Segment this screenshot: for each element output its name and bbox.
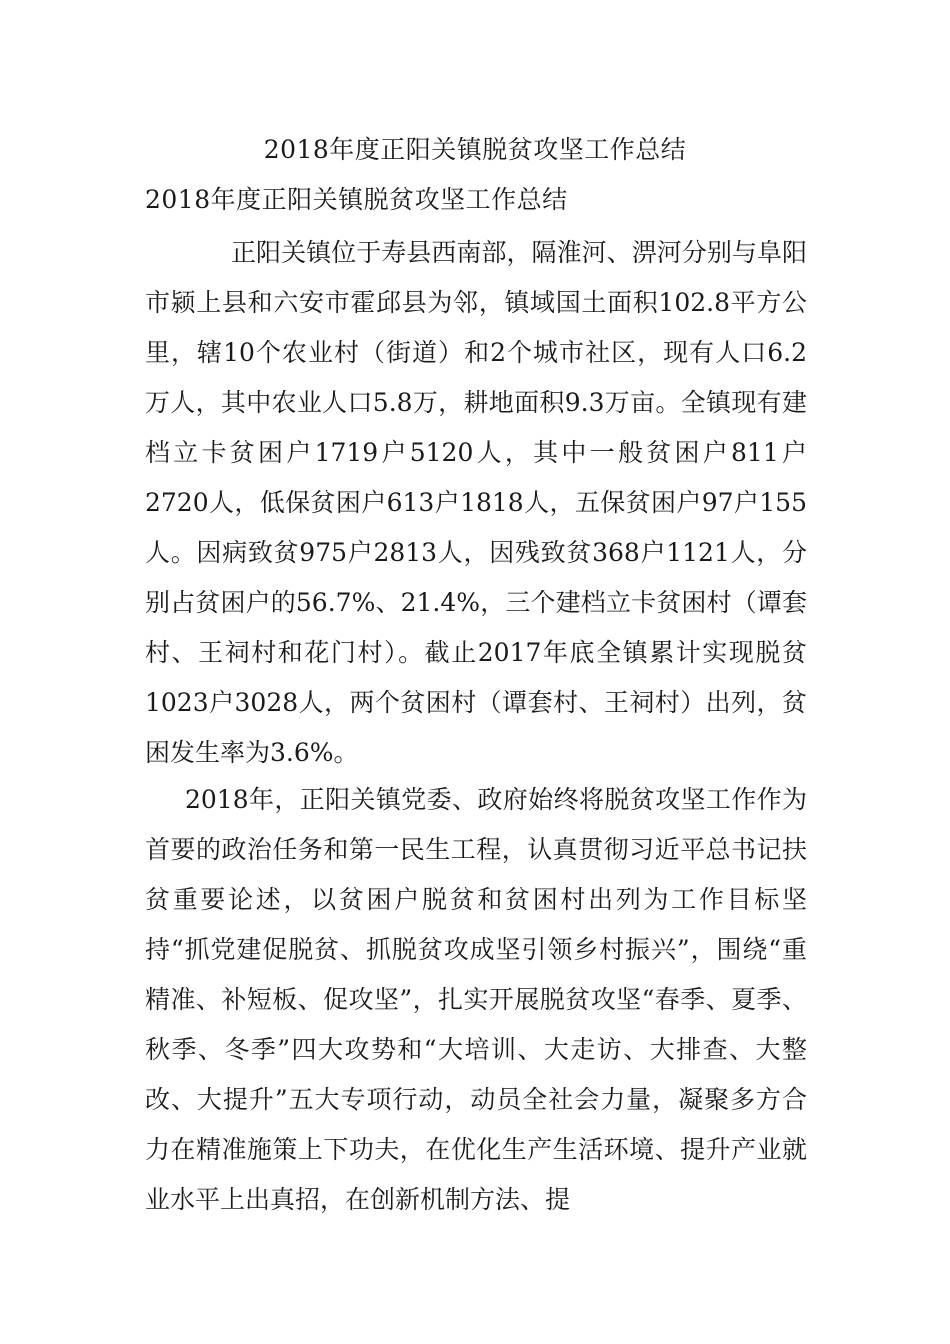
document-subtitle: 2018年度正阳关镇脱贫攻坚工作总结 (145, 185, 568, 214)
body-paragraph-intro: 正阳关镇位于寿县西南部，隔淮河、淠河分别与阜阳市颍上县和六安市霍邱县为邻，镇域国土面积102.8平方公里，辖10个农业村（街道）和2个城市社区，现有人口6.2万人，其中农业人口5.8万，耕地面积9.3万亩。全镇现有建档立卡贫困户1719户5120人，其中一般贫困户811户2720人，低保贫困户613户1818人，五保贫困户97户155人。因病致贫975户2813人，因残致贫368户1121人，分别占贫困户的56.7%、21.4%，三个建档立卡贫困村（谭套村、王祠村和花门村）。截止2017年底全镇累计实现脱贫1023户3028人，两个贫困村（谭套村、王祠村）出列，贫困发生率为3.6%。 (145, 238, 807, 767)
body-paragraph-work: 2018年，正阳关镇党委、政府始终将脱贫攻坚工作作为首要的政治任务和第一民生工程，认真贯彻习近平总书记扶贫重要论述，以贫困户脱贫和贫困村出列为工作目标坚持“抓党建促脱贫、抓脱贫攻成坚引领乡村振兴”，围绕“重精准、补短板、促攻坚”，扎实开展脱贫攻坚“春季、夏季、秋季、冬季”四大攻势和“大培训、大走访、大排查、大整改、大提升”五大专项行动，动员全社会力量，凝聚多方合力在精准施策上下功夫，在优化生产生活环境、提升产业就业水平上出真招，在创新机制方法、提 (145, 785, 807, 1214)
document-title: 2018年度正阳关镇脱贫攻坚工作总结 (263, 135, 687, 164)
